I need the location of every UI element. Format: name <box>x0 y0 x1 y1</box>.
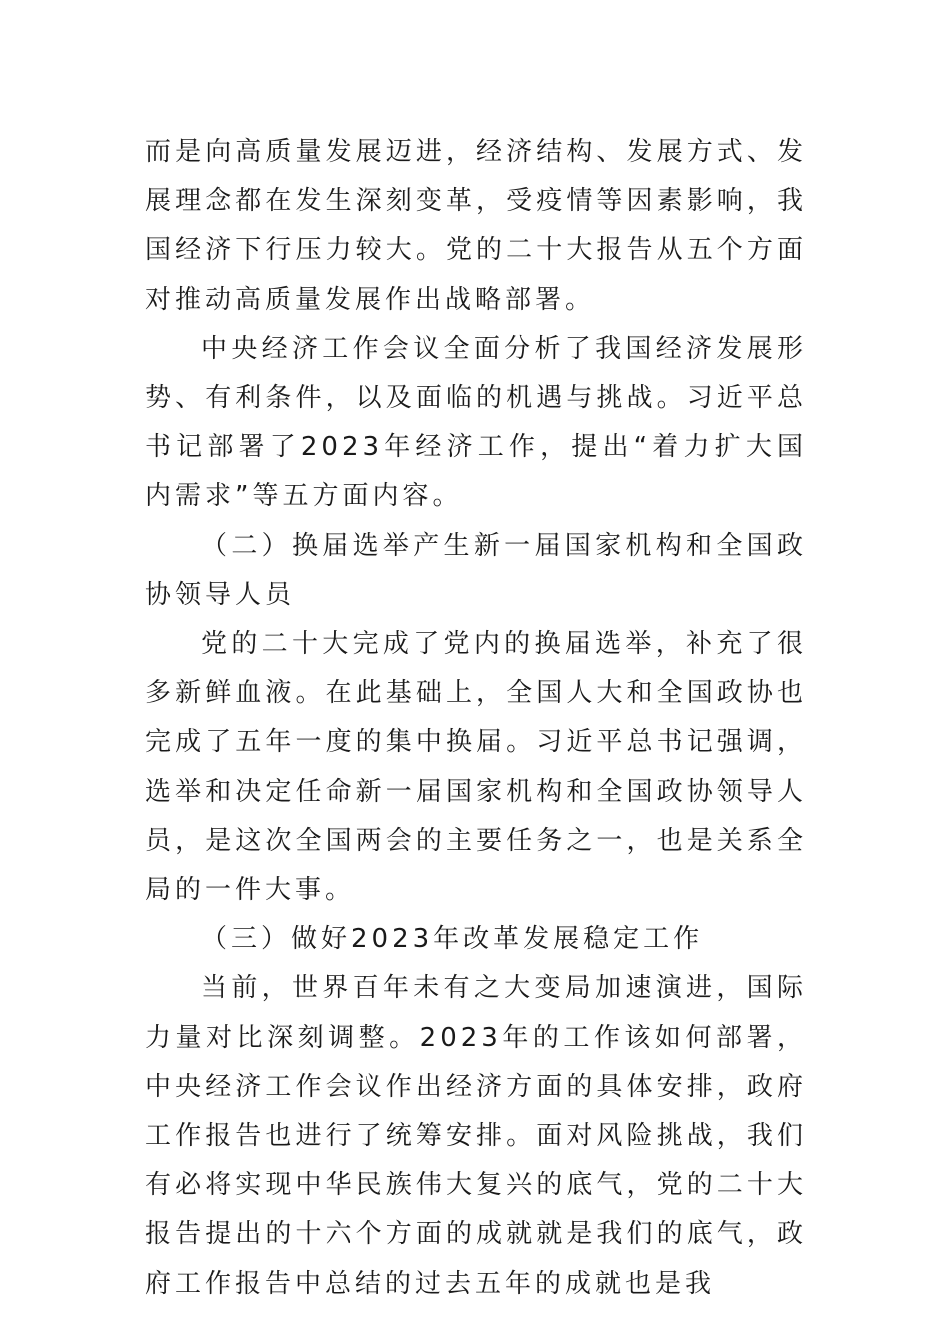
paragraph-reform-development: 当前，世界百年未有之大变局加速演进，国际力量对比深刻调整。2023年的工作该如何部署，中央经济工作会议作出经济方面的具体安排，政府工作报告也进行了统筹安排。面对风险挑战，我们有必将实现中华民族伟大复兴的底气，党的二十大报告提出的十六个方面的成就就是我们的底气，政府工作报告中总结的过去五年的成就也是我 <box>145 973 807 1299</box>
paragraph-continuation: 而是向高质量发展迈进，经济结构、发展方式、发展理念都在发生深刻变革，受疫情等因素影响，我国经济下行压力较大。党的二十大报告从五个方面对推动高质量发展作出战略部署。 <box>145 137 807 315</box>
document-body <box>145 128 807 1309</box>
section-heading-2: （二）换届选举产生新一届国家机构和全国政协领导人员 <box>145 530 807 610</box>
paragraph-economic-work: 中央经济工作会议全面分析了我国经济发展形势、有利条件，以及面临的机遇与挑战。习近平总书记部署了2023年经济工作，提出“着力扩大国内需求”等五方面内容。 <box>145 333 807 512</box>
paragraph-election: 党的二十大完成了党内的换届选举，补充了很多新鲜血液。在此基础上，全国人大和全国政协也完成了五年一度的集中换届。习近平总书记强调，选举和决定任命新一届国家机构和全国政协领导人员，是这次全国两会的主要任务之一，也是关系全局的一件大事。 <box>145 629 807 906</box>
section-heading-3: （三）做好2023年改革发展稳定工作 <box>201 924 704 955</box>
